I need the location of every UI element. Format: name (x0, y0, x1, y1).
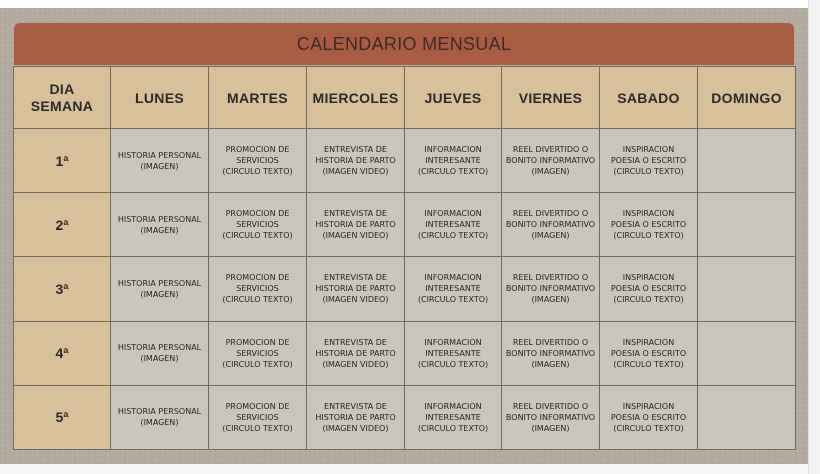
cell-domingo (698, 385, 796, 449)
week-label: 3ª (14, 257, 111, 321)
cell-martes: PROMOCION DE SERVICIOS (CIRCULO TEXTO) (209, 129, 307, 193)
cell-domingo (698, 193, 796, 257)
cell-jueves: INFORMACION INTERESANTE (CIRCULO TEXTO) (405, 321, 502, 385)
header-jueves: JUEVES (405, 67, 502, 129)
cell-miercoles: ENTREVISTA DE HISTORIA DE PARTO (IMAGEN VIDEO) (307, 193, 405, 257)
cell-lunes: HISTORIA PERSONAL (IMAGEN) (111, 129, 209, 193)
cell-miercoles: ENTREVISTA DE HISTORIA DE PARTO (IMAGEN VIDEO) (307, 385, 405, 449)
header-viernes: VIERNES (502, 67, 600, 129)
week-row-4 (14, 321, 796, 385)
cell-martes: PROMOCION DE SERVICIOS (CIRCULO TEXTO) (209, 257, 307, 321)
calendar-title: CALENDARIO MENSUAL (14, 23, 794, 65)
cell-lunes: HISTORIA PERSONAL (IMAGEN) (111, 257, 209, 321)
page-bottom-edge (0, 464, 808, 474)
cell-lunes: HISTORIA PERSONAL (IMAGEN) (111, 321, 209, 385)
cell-martes: PROMOCION DE SERVICIOS (CIRCULO TEXTO) (209, 193, 307, 257)
cell-domingo (698, 321, 796, 385)
cell-sabado: INSPIRACION POESIA O ESCRITO (CIRCULO TEXTO) (600, 193, 698, 257)
cell-jueves: INFORMACION INTERESANTE (CIRCULO TEXTO) (405, 193, 502, 257)
cell-lunes: HISTORIA PERSONAL (IMAGEN) (111, 193, 209, 257)
header-miercoles: MIERCOLES (307, 67, 405, 129)
cell-domingo (698, 129, 796, 193)
header-martes: MARTES (209, 67, 307, 129)
cell-sabado: INSPIRACION POESIA O ESCRITO (CIRCULO TEXTO) (600, 385, 698, 449)
cell-sabado: INSPIRACION POESIA O ESCRITO (CIRCULO TEXTO) (600, 129, 698, 193)
week-row-2 (14, 193, 796, 257)
cell-miercoles: ENTREVISTA DE HISTORIA DE PARTO (IMAGEN VIDEO) (307, 129, 405, 193)
cell-sabado: INSPIRACION POESIA O ESCRITO (CIRCULO TEXTO) (600, 257, 698, 321)
header-domingo: DOMINGO (698, 67, 796, 129)
cell-viernes: REEL DIVERTIDO O BONITO INFORMATIVO (IMAGEN) (502, 385, 600, 449)
cell-miercoles: ENTREVISTA DE HISTORIA DE PARTO (IMAGEN VIDEO) (307, 321, 405, 385)
week-label: 1ª (14, 129, 111, 193)
week-row-3 (14, 257, 796, 321)
calendar-table (13, 66, 796, 450)
cell-domingo (698, 257, 796, 321)
cell-viernes: REEL DIVERTIDO O BONITO INFORMATIVO (IMAGEN) (502, 321, 600, 385)
cell-martes: PROMOCION DE SERVICIOS (CIRCULO TEXTO) (209, 385, 307, 449)
header-dia-semana: DIA SEMANA (14, 67, 111, 129)
week-label: 2ª (14, 193, 111, 257)
header-sabado: SABADO (600, 67, 698, 129)
cell-viernes: REEL DIVERTIDO O BONITO INFORMATIVO (IMAGEN) (502, 129, 600, 193)
header-lunes: LUNES (111, 67, 209, 129)
week-row-5 (14, 385, 796, 449)
cell-viernes: REEL DIVERTIDO O BONITO INFORMATIVO (IMAGEN) (502, 193, 600, 257)
cell-miercoles: ENTREVISTA DE HISTORIA DE PARTO (IMAGEN VIDEO) (307, 257, 405, 321)
cell-jueves: INFORMACION INTERESANTE (CIRCULO TEXTO) (405, 257, 502, 321)
cell-jueves: INFORMACION INTERESANTE (CIRCULO TEXTO) (405, 385, 502, 449)
cell-martes: PROMOCION DE SERVICIOS (CIRCULO TEXTO) (209, 321, 307, 385)
week-label: 5ª (14, 385, 111, 449)
cell-viernes: REEL DIVERTIDO O BONITO INFORMATIVO (IMAGEN) (502, 257, 600, 321)
cell-lunes: HISTORIA PERSONAL (IMAGEN) (111, 385, 209, 449)
cell-jueves: INFORMACION INTERESANTE (CIRCULO TEXTO) (405, 129, 502, 193)
week-row-1 (14, 129, 796, 193)
header-row (14, 67, 796, 129)
week-label: 4ª (14, 321, 111, 385)
cell-sabado: INSPIRACION POESIA O ESCRITO (CIRCULO TEXTO) (600, 321, 698, 385)
scroll-edge (808, 0, 820, 474)
